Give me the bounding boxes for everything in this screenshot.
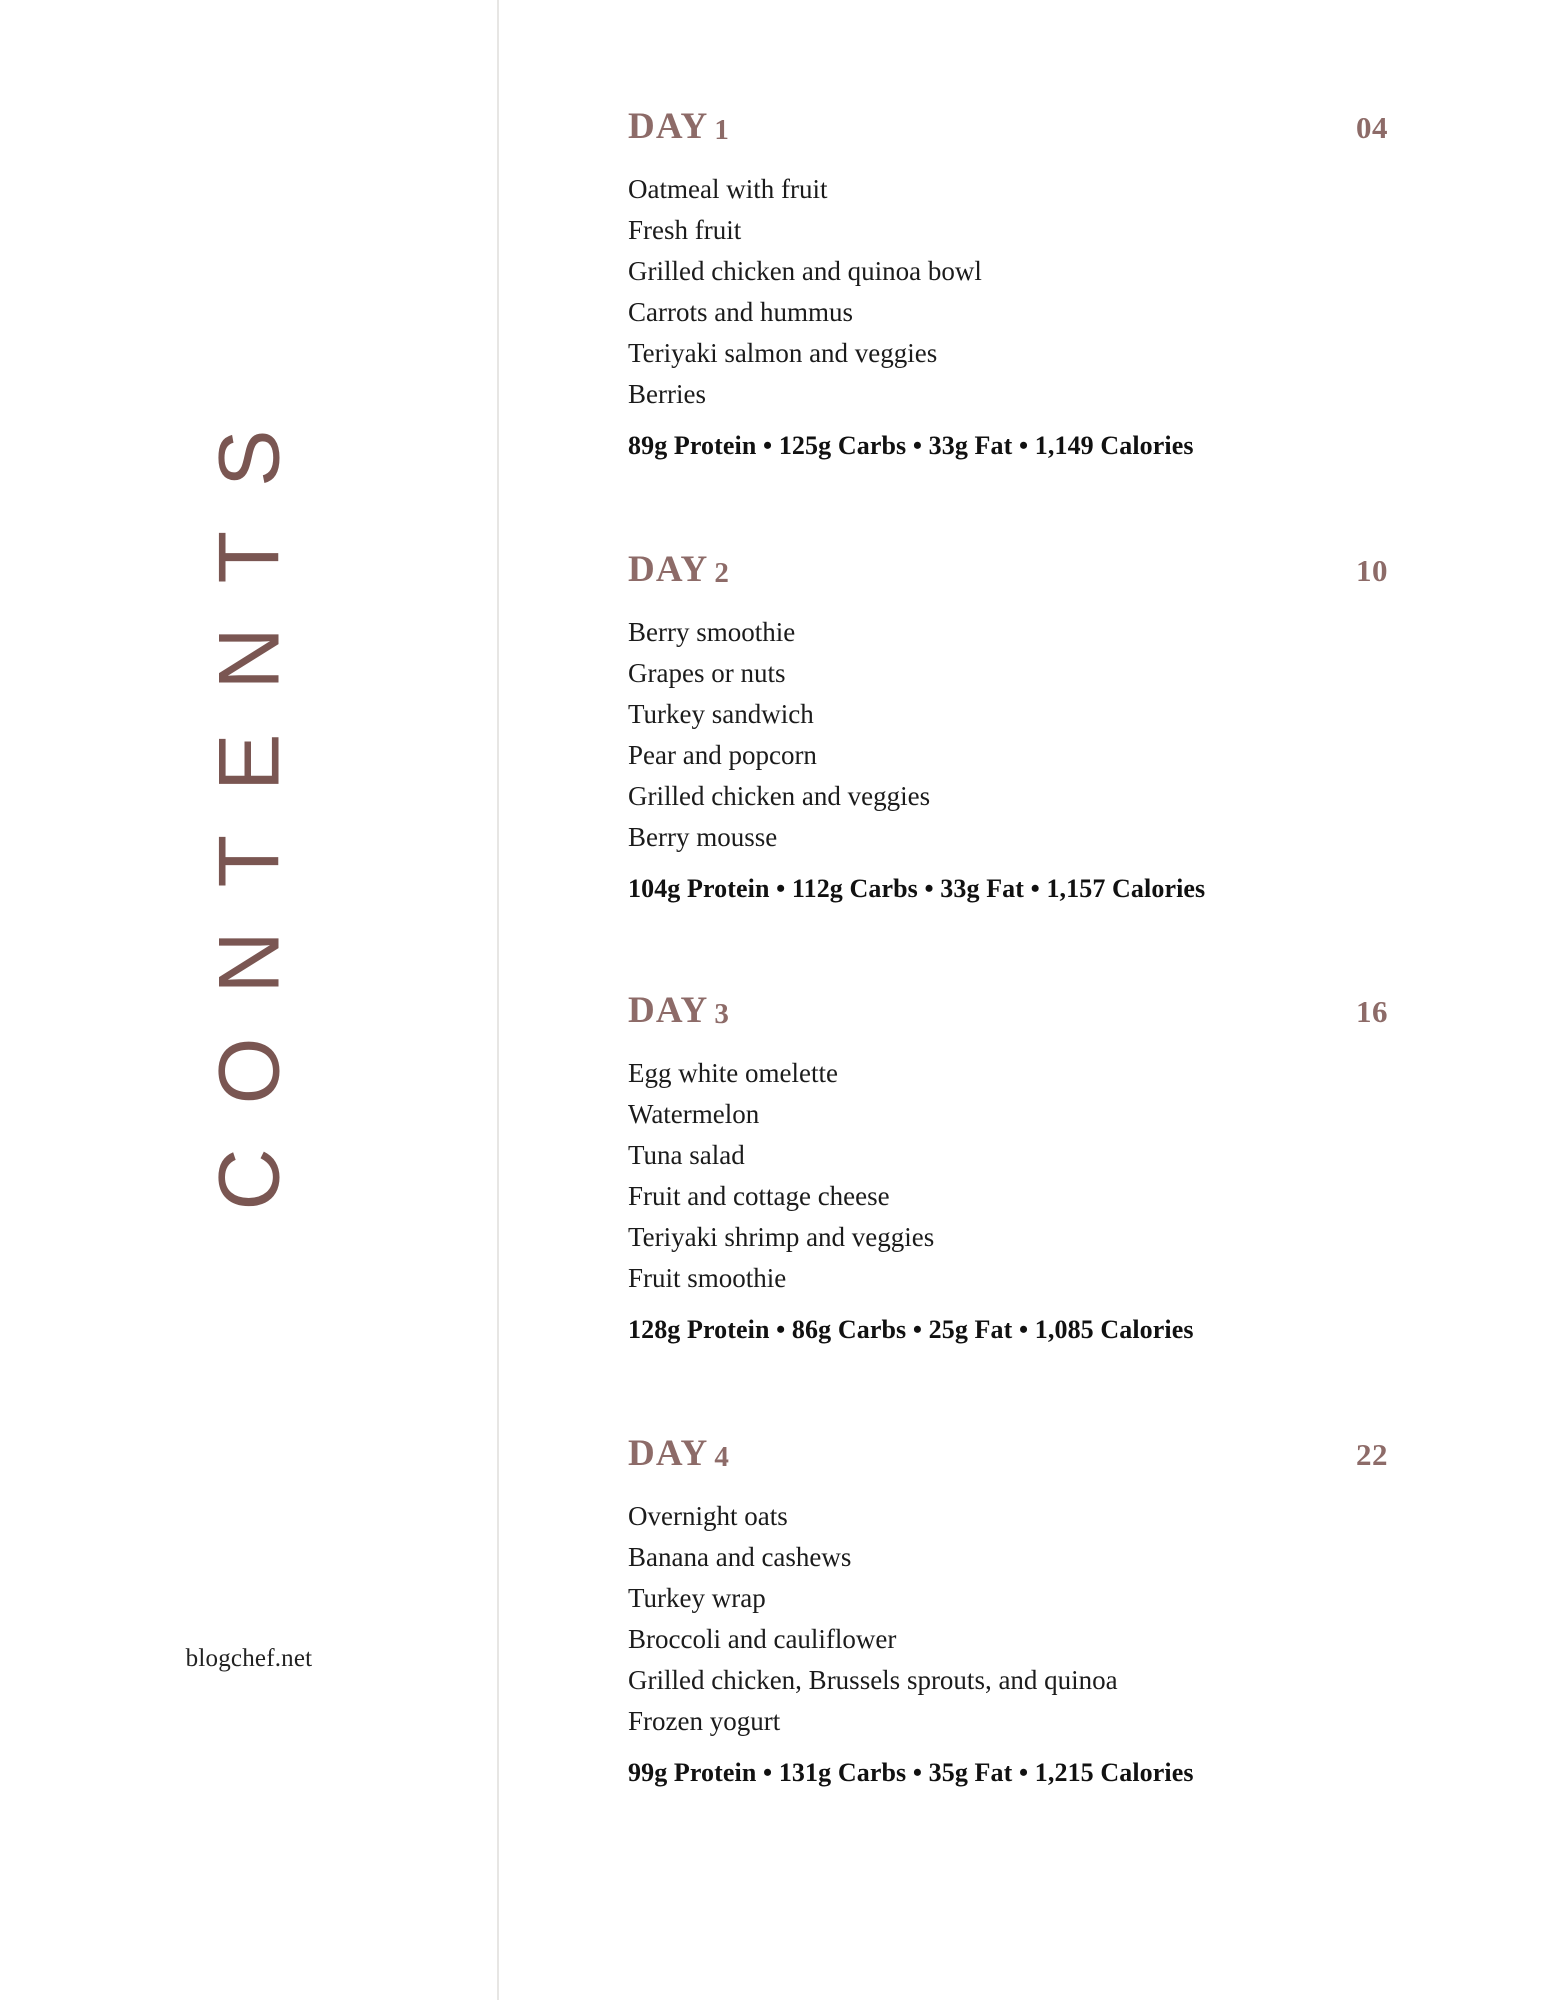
entry-header (628, 1435, 1388, 1472)
meal-item: Carrots and hummus (628, 297, 853, 327)
meal-list (628, 1053, 1388, 1299)
vertical-title-wrap (0, 0, 498, 1640)
meal-item: Pear and popcorn (628, 740, 817, 770)
meal-item: Turkey wrap (628, 1583, 766, 1613)
meal-item: Grapes or nuts (628, 658, 786, 688)
meal-item: Grilled chicken and veggies (628, 781, 931, 811)
meal-item: Turkey sandwich (628, 699, 814, 729)
entry-header (628, 551, 1388, 588)
macros-summary: 104g Protein • 112g Carbs • 33g Fat • 1,157 Calories (628, 874, 1206, 903)
meal-item: Oatmeal with fruit (628, 174, 828, 204)
meal-item: Fresh fruit (628, 215, 742, 245)
meal-item: Teriyaki salmon and veggies (628, 338, 938, 368)
entry-day-number: 3 (714, 998, 729, 1030)
entry-day-label: DAY (628, 106, 709, 147)
brand-label: blogchef.net (185, 1645, 313, 1672)
meal-item: Teriyaki shrimp and veggies (628, 1222, 935, 1252)
meal-item: Overnight oats (628, 1501, 788, 1531)
contents-entry[interactable] (628, 108, 1388, 461)
entry-page-number: 10 (1356, 553, 1388, 588)
meal-item: Broccoli and cauliflower (628, 1624, 897, 1654)
meal-item: Tuna salad (628, 1140, 745, 1170)
meal-item: Fruit smoothie (628, 1263, 787, 1293)
macros-summary: 99g Protein • 131g Carbs • 35g Fat • 1,215 Calories (628, 1758, 1194, 1787)
entry-page-number: 04 (1356, 110, 1388, 145)
macros-summary: 128g Protein • 86g Carbs • 25g Fat • 1,085 Calories (628, 1315, 1194, 1344)
entry-day-number: 1 (714, 114, 729, 146)
meal-list (628, 1496, 1388, 1742)
contents-entry-list (628, 108, 1388, 1788)
sidebar (0, 0, 498, 2000)
entry-header (628, 108, 1388, 145)
entry-title (628, 992, 729, 1029)
entry-page-number: 22 (1356, 1437, 1388, 1472)
entry-title (628, 551, 729, 588)
contents-entry[interactable] (628, 1435, 1388, 1788)
entry-page-number: 16 (1356, 994, 1388, 1029)
meal-item: Berry smoothie (628, 617, 796, 647)
contents-entry[interactable] (628, 992, 1388, 1345)
meal-list (628, 612, 1388, 858)
contents-entry[interactable] (628, 551, 1388, 904)
meal-item: Watermelon (628, 1099, 760, 1129)
meal-item: Fruit and cottage cheese (628, 1181, 890, 1211)
entry-day-label: DAY (628, 990, 709, 1031)
meal-list (628, 169, 1388, 415)
entry-header (628, 992, 1388, 1029)
entry-day-label: DAY (628, 1433, 709, 1474)
meal-item: Banana and cashews (628, 1542, 852, 1572)
meal-item: Berry mousse (628, 822, 778, 852)
macros-summary: 89g Protein • 125g Carbs • 33g Fat • 1,149 Calories (628, 431, 1194, 460)
meal-item: Berries (628, 379, 706, 409)
entry-title (628, 1435, 729, 1472)
entry-title (628, 108, 729, 145)
meal-item: Grilled chicken and quinoa bowl (628, 256, 982, 286)
contents-column (498, 0, 1545, 2000)
meal-item: Egg white omelette (628, 1058, 838, 1088)
entry-day-number: 4 (714, 1441, 729, 1473)
meal-item: Frozen yogurt (628, 1706, 781, 1736)
entry-day-number: 2 (714, 557, 729, 589)
meal-item: Grilled chicken, Brussels sprouts, and quinoa (628, 1665, 1118, 1695)
entry-day-label: DAY (628, 549, 709, 590)
page-title-contents: CONTENTS (201, 385, 297, 1211)
